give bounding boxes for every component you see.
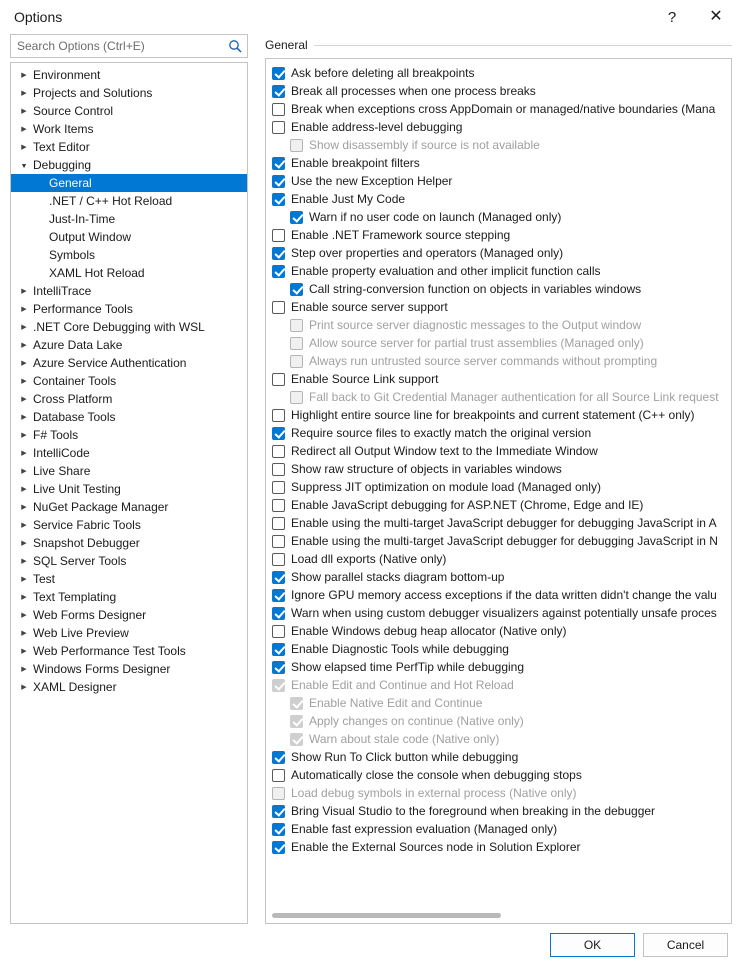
option-checkbox[interactable]: [272, 463, 285, 476]
option-checkbox: [272, 679, 285, 692]
option-label: Load debug symbols in external process (Native only): [291, 786, 577, 800]
chevron-right-icon[interactable]: ▶: [21, 360, 27, 367]
option-label: Enable using the multi-target JavaScript debugger for debugging JavaScript in N: [291, 534, 718, 548]
option-checkbox[interactable]: [272, 823, 285, 836]
option-checkbox[interactable]: [272, 751, 285, 764]
chevron-down-icon[interactable]: ▲: [20, 161, 28, 169]
option-label: Enable fast expression evaluation (Managed only): [291, 822, 558, 836]
chevron-right-icon[interactable]: ▶: [21, 396, 27, 403]
option-checkbox[interactable]: [272, 85, 285, 98]
tree-item-label: Text Templating: [33, 590, 117, 604]
tree-item-label: Environment: [33, 68, 101, 82]
option-checkbox[interactable]: [272, 481, 285, 494]
option-label: Automatically close the console when debugging stops: [291, 768, 582, 782]
option-label: Warn about stale code (Native only): [309, 732, 500, 746]
option-label: Step over properties and operators (Managed only): [291, 246, 564, 260]
chevron-right-icon[interactable]: ▶: [21, 108, 27, 115]
option-label: Show parallel stacks diagram bottom-up: [291, 570, 505, 584]
option-label: Print source server diagnostic messages to the Output window: [309, 318, 642, 332]
tree-item[interactable]: [11, 570, 247, 588]
option-label: Enable the External Sources node in Solution Explorer: [291, 840, 581, 854]
dialog-body: [0, 34, 742, 924]
option-row[interactable]: [272, 406, 731, 424]
option-label: Highlight entire source line for breakpoints and current statement (C++ only): [291, 408, 695, 422]
option-label: Enable Just My Code: [291, 192, 406, 206]
tree-item[interactable]: [11, 156, 247, 174]
option-label: Suppress JIT optimization on module load (Managed only): [291, 480, 601, 494]
tree-item-label: Database Tools: [33, 410, 116, 424]
settings-pane: [248, 34, 732, 924]
option-checkbox[interactable]: [272, 607, 285, 620]
option-checkbox[interactable]: [272, 427, 285, 440]
option-checkbox: [290, 391, 303, 404]
option-checkbox[interactable]: [272, 247, 285, 260]
option-checkbox[interactable]: [290, 283, 303, 296]
option-label: Show raw structure of objects in variables windows: [291, 462, 562, 476]
option-checkbox[interactable]: [272, 445, 285, 458]
tree-item-label: Source Control: [33, 104, 114, 118]
tree-item[interactable]: [11, 498, 247, 516]
option-row[interactable]: [272, 154, 731, 172]
chevron-right-icon[interactable]: ▶: [21, 414, 27, 421]
option-row: [272, 334, 731, 352]
option-row[interactable]: [272, 172, 731, 190]
close-icon[interactable]: ✕: [694, 2, 738, 32]
option-row: [272, 676, 731, 694]
option-checkbox[interactable]: [290, 211, 303, 224]
tree-item[interactable]: [11, 678, 247, 696]
option-row[interactable]: [272, 658, 731, 676]
tree-item-label: Text Editor: [33, 140, 90, 154]
chevron-right-icon[interactable]: ▶: [21, 522, 27, 529]
tree-item-label: General: [49, 176, 92, 190]
chevron-right-icon[interactable]: ▶: [21, 576, 27, 583]
option-label: Require source files to exactly match the original version: [291, 426, 592, 440]
option-row[interactable]: [272, 100, 731, 118]
tree-item[interactable]: [11, 66, 247, 84]
tree-item[interactable]: [11, 84, 247, 102]
search-box: [10, 34, 248, 58]
option-checkbox[interactable]: [272, 373, 285, 386]
tree-item-label: Azure Service Authentication: [33, 356, 187, 370]
tree-item[interactable]: [11, 480, 247, 498]
tree-item-label: SQL Server Tools: [33, 554, 127, 568]
chevron-right-icon[interactable]: ▶: [21, 558, 27, 565]
option-label: Load dll exports (Native only): [291, 552, 447, 566]
tree-item-label: Live Share: [33, 464, 91, 478]
option-checkbox[interactable]: [272, 571, 285, 584]
chevron-right-icon[interactable]: ▶: [21, 540, 27, 547]
dialog-footer: [0, 924, 742, 976]
tree-item-label: Projects and Solutions: [33, 86, 153, 100]
option-row[interactable]: [272, 838, 731, 856]
tree-item[interactable]: [11, 624, 247, 642]
option-row[interactable]: [272, 496, 731, 514]
option-checkbox[interactable]: [272, 301, 285, 314]
option-checkbox[interactable]: [272, 67, 285, 80]
tree-item[interactable]: [11, 300, 247, 318]
option-label: Call string-conversion function on objects in variables windows: [309, 282, 642, 296]
tree-item-label: Azure Data Lake: [33, 338, 123, 352]
tree-item[interactable]: [11, 372, 247, 390]
option-label: Enable Edit and Continue and Hot Reload: [291, 678, 514, 692]
option-checkbox: [290, 733, 303, 746]
tree-item[interactable]: [11, 390, 247, 408]
chevron-right-icon[interactable]: ▶: [21, 288, 27, 295]
option-row[interactable]: [272, 622, 731, 640]
chevron-right-icon[interactable]: ▶: [21, 144, 27, 151]
tree-item[interactable]: [11, 408, 247, 426]
option-checkbox[interactable]: [272, 499, 285, 512]
option-row[interactable]: [272, 226, 731, 244]
option-row[interactable]: [272, 586, 731, 604]
option-row[interactable]: [272, 244, 731, 262]
option-checkbox[interactable]: [272, 553, 285, 566]
tree-item[interactable]: [11, 552, 247, 570]
option-label: Enable JavaScript debugging for ASP.NET (Chrome, Edge and IE): [291, 498, 644, 512]
chevron-right-icon[interactable]: ▶: [21, 324, 27, 331]
option-label: Bring Visual Studio to the foreground when breaking in the debugger: [291, 804, 656, 818]
search-icon[interactable]: [226, 37, 244, 55]
option-checkbox: [290, 139, 303, 152]
option-checkbox[interactable]: [272, 409, 285, 422]
option-label: Enable Diagnostic Tools while debugging: [291, 642, 509, 656]
option-checkbox[interactable]: [272, 193, 285, 206]
tree-item[interactable]: [11, 282, 247, 300]
ok-button[interactable]: OK: [550, 933, 635, 957]
option-label: Allow source server for partial trust assemblies (Managed only): [309, 336, 644, 350]
option-label: Break when exceptions cross AppDomain or managed/native boundaries (Mana: [291, 102, 716, 116]
option-label: Ignore GPU memory access exceptions if the data written didn't change the valu: [291, 588, 717, 602]
tree-item-label: Output Window: [49, 230, 132, 244]
option-row: [272, 352, 731, 370]
tree-item[interactable]: [11, 354, 247, 372]
tree-item-label: Container Tools: [33, 374, 117, 388]
option-checkbox[interactable]: [272, 517, 285, 530]
option-label: Apply changes on continue (Native only): [309, 714, 524, 728]
tree-item-label: Service Fabric Tools: [33, 518, 141, 532]
chevron-right-icon[interactable]: ▶: [21, 450, 27, 457]
option-row[interactable]: [272, 478, 731, 496]
chevron-right-icon[interactable]: ▶: [21, 72, 27, 79]
chevron-right-icon[interactable]: ▶: [21, 648, 27, 655]
tree-item[interactable]: [11, 228, 247, 246]
option-row[interactable]: [272, 820, 731, 838]
tree-item[interactable]: [11, 120, 247, 138]
option-label: Enable address-level debugging: [291, 120, 463, 134]
tree-item-label: Web Forms Designer: [33, 608, 147, 622]
option-label: Enable using the multi-target JavaScript debugger for debugging JavaScript in A: [291, 516, 717, 530]
page-title: Options: [14, 9, 63, 25]
option-checkbox[interactable]: [272, 121, 285, 134]
tree-item-label: .NET / C++ Hot Reload: [49, 194, 173, 208]
option-label: Enable Source Link support: [291, 372, 439, 386]
option-row[interactable]: [272, 748, 731, 766]
option-row[interactable]: [272, 208, 731, 226]
tree-item-label: Cross Platform: [33, 392, 113, 406]
tree-item-label: XAML Hot Reload: [49, 266, 145, 280]
option-row: [272, 784, 731, 802]
option-checkbox: [290, 697, 303, 710]
option-row[interactable]: [272, 370, 731, 388]
option-label: Enable Windows debug heap allocator (Native only): [291, 624, 567, 638]
option-label: Redirect all Output Window text to the Immediate Window: [291, 444, 598, 458]
tree-item[interactable]: [11, 264, 247, 282]
chevron-right-icon[interactable]: ▶: [21, 468, 27, 475]
tree-item[interactable]: [11, 444, 247, 462]
tree-item[interactable]: [11, 210, 247, 228]
option-checkbox[interactable]: [272, 661, 285, 674]
options-checkbox-list[interactable]: [265, 58, 732, 924]
option-checkbox: [272, 787, 285, 800]
option-row: [272, 316, 731, 334]
tree-item-label: Work Items: [33, 122, 94, 136]
option-row: [272, 388, 731, 406]
option-label: Enable .NET Framework source stepping: [291, 228, 511, 242]
option-checkbox: [290, 319, 303, 332]
tree-item-label: Snapshot Debugger: [33, 536, 140, 550]
option-label: Fall back to Git Credential Manager authentication for all Source Link request: [309, 390, 719, 404]
option-label: Ask before deleting all breakpoints: [291, 66, 475, 80]
tree-item-label: IntelliCode: [33, 446, 90, 460]
option-checkbox: [290, 337, 303, 350]
cancel-button[interactable]: Cancel: [643, 933, 728, 957]
tree-item[interactable]: [11, 426, 247, 444]
chevron-right-icon[interactable]: ▶: [21, 378, 27, 385]
tree-item-label: Web Live Preview: [33, 626, 129, 640]
option-label: Show Run To Click button while debugging: [291, 750, 519, 764]
option-row[interactable]: [272, 766, 731, 784]
tree-item[interactable]: [11, 102, 247, 120]
option-row: [272, 694, 731, 712]
tree-item[interactable]: [11, 606, 247, 624]
tree-item-label: Test: [33, 572, 56, 586]
option-row[interactable]: [272, 280, 731, 298]
tree-item[interactable]: [11, 138, 247, 156]
tree-item[interactable]: [11, 192, 247, 210]
option-row: [272, 730, 731, 748]
option-row[interactable]: [272, 568, 731, 586]
option-label: Show elapsed time PerfTip while debugging: [291, 660, 525, 674]
option-row: [272, 136, 731, 154]
option-checkbox[interactable]: [272, 535, 285, 548]
tree-item[interactable]: [11, 534, 247, 552]
option-label: Always run untrusted source server commands without prompting: [309, 354, 658, 368]
option-checkbox[interactable]: [272, 805, 285, 818]
tree-item-label: Web Performance Test Tools: [33, 644, 186, 658]
option-checkbox: [290, 715, 303, 728]
option-row[interactable]: [272, 802, 731, 820]
tree-item-label: XAML Designer: [33, 680, 117, 694]
chevron-right-icon[interactable]: ▶: [21, 126, 27, 133]
option-row[interactable]: [272, 460, 731, 478]
option-row[interactable]: [272, 82, 731, 100]
group-header: [265, 34, 732, 56]
option-checkbox[interactable]: [272, 229, 285, 242]
chevron-right-icon[interactable]: ▶: [21, 342, 27, 349]
option-row[interactable]: [272, 118, 731, 136]
chevron-right-icon[interactable]: ▶: [21, 90, 27, 97]
option-row[interactable]: [272, 640, 731, 658]
tree-item-label: NuGet Package Manager: [33, 500, 169, 514]
tree-item-label: IntelliTrace: [33, 284, 92, 298]
option-checkbox[interactable]: [272, 625, 285, 638]
option-label: Show disassembly if source is not available: [309, 138, 540, 152]
option-row[interactable]: [272, 262, 731, 280]
chevron-right-icon[interactable]: ▶: [21, 306, 27, 313]
option-row[interactable]: [272, 532, 731, 550]
option-label: Warn when using custom debugger visualizers against potentially unsafe proces: [291, 606, 717, 620]
option-checkbox[interactable]: [272, 103, 285, 116]
option-checkbox: [290, 355, 303, 368]
help-icon[interactable]: ?: [650, 2, 694, 32]
option-row[interactable]: [272, 442, 731, 460]
horizontal-scrollbar-thumb[interactable]: [272, 913, 501, 918]
tree-item-label: F# Tools: [33, 428, 79, 442]
tree-item[interactable]: [11, 642, 247, 660]
horizontal-scrollbar[interactable]: [272, 911, 729, 920]
tree-item[interactable]: [11, 336, 247, 354]
option-label: Warn if no user code on launch (Managed only): [309, 210, 562, 224]
option-checkbox[interactable]: [272, 157, 285, 170]
option-label: Enable Native Edit and Continue: [309, 696, 483, 710]
option-row[interactable]: [272, 298, 731, 316]
chevron-right-icon[interactable]: ▶: [21, 666, 27, 673]
option-label: Break all processes when one process breaks: [291, 84, 536, 98]
tree-item-label: Live Unit Testing: [33, 482, 121, 496]
options-tree[interactable]: [10, 62, 248, 924]
option-label: Enable breakpoint filters: [291, 156, 420, 170]
search-input[interactable]: [10, 34, 248, 58]
option-label: Use the new Exception Helper: [291, 174, 453, 188]
tree-item-label: Debugging: [33, 158, 92, 172]
option-row[interactable]: [272, 190, 731, 208]
option-checkbox[interactable]: [272, 769, 285, 782]
group-title: General: [265, 38, 308, 52]
chevron-right-icon[interactable]: ▶: [21, 684, 27, 691]
tree-item[interactable]: [11, 246, 247, 264]
tree-item[interactable]: [11, 462, 247, 480]
option-label: Enable source server support: [291, 300, 448, 314]
option-row[interactable]: [272, 604, 731, 622]
chevron-right-icon[interactable]: ▶: [21, 486, 27, 493]
option-checkbox[interactable]: [272, 265, 285, 278]
tree-item-label: .NET Core Debugging with WSL: [33, 320, 205, 334]
navigation-pane: [10, 34, 248, 924]
tree-item[interactable]: [11, 660, 247, 678]
option-label: Enable property evaluation and other implicit function calls: [291, 264, 601, 278]
chevron-right-icon[interactable]: ▶: [21, 504, 27, 511]
tree-item[interactable]: [11, 588, 247, 606]
chevron-right-icon[interactable]: ▶: [21, 594, 27, 601]
option-row[interactable]: [272, 64, 731, 82]
tree-item-label: Just-In-Time: [49, 212, 116, 226]
option-row[interactable]: [272, 514, 731, 532]
option-checkbox[interactable]: [272, 643, 285, 656]
option-row[interactable]: [272, 550, 731, 568]
tree-item[interactable]: [11, 516, 247, 534]
tree-item-label: Windows Forms Designer: [33, 662, 171, 676]
title-bar: [0, 0, 742, 34]
tree-item-label: Symbols: [49, 248, 96, 262]
option-checkbox[interactable]: [272, 589, 285, 602]
tree-item[interactable]: [11, 174, 247, 192]
tree-item-label: Performance Tools: [33, 302, 133, 316]
option-checkbox[interactable]: [272, 175, 285, 188]
option-row: [272, 712, 731, 730]
chevron-right-icon[interactable]: ▶: [21, 432, 27, 439]
chevron-right-icon[interactable]: ▶: [21, 630, 27, 637]
option-row[interactable]: [272, 424, 731, 442]
group-divider: [314, 45, 732, 46]
tree-item[interactable]: [11, 318, 247, 336]
option-checkbox[interactable]: [272, 841, 285, 854]
chevron-right-icon[interactable]: ▶: [21, 612, 27, 619]
